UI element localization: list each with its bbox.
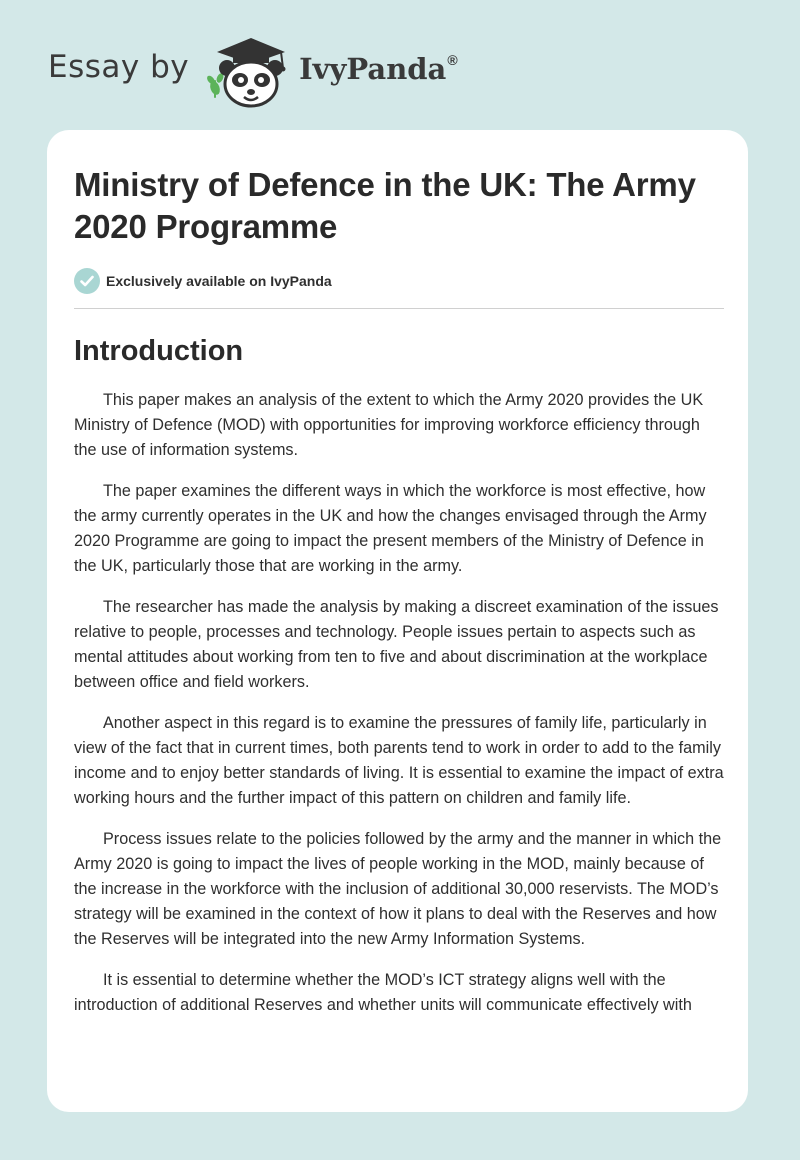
site-header: [48, 30, 458, 110]
section-heading: Introduction: [74, 335, 244, 367]
panda-graduate-logo-icon: [203, 30, 295, 110]
essay-card: [47, 130, 748, 1112]
registered-mark: ®: [447, 52, 458, 68]
essay-body: [74, 388, 724, 1018]
paragraph: It is essential to determine whether the MOD’s ICT strategy aligns well with the introduction of additional Reserves and whether units will communicate effectively with: [74, 971, 692, 1014]
exclusive-label: Exclusively available on IvyPanda: [106, 273, 332, 289]
paragraph: The researcher has made the analysis by making a discreet examination of the issues relative to people, processes and technology. People issues pertain to aspects such as mental attitudes about working from ten to five and about discrimination at the workplace between office and field workers.: [74, 598, 719, 691]
divider: [74, 308, 724, 309]
paragraph: Process issues relate to the policies followed by the army and the manner in which the Army 2020 is going to impact the lives of people working in the MOD, mainly because of the increase in the workforce with the inclusion of additional 30,000 reservists. The MOD’s strategy will be examined in the context of how it plans to deal with the Reserves and how the Reserves will be integrated into the new Army Information Systems.: [74, 830, 722, 948]
exclusive-badge: [74, 268, 724, 294]
paragraph: Another aspect in this regard is to examine the pressures of family life, particularly in view of the fact that in current times, both parents tend to work in order to add to the family income and to enjoy better standards of living. It is essential to examine the impact of extra working hours and the further impact of this pattern on children and family life.: [74, 714, 724, 807]
paragraph: The paper examines the different ways in which the workforce is most effective, how the army currently operates in the UK and how the changes envisaged through the Army 2020 Programme are going to impact the present members of the Ministry of Defence in the UK, particularly those that are working in the army.: [74, 482, 707, 575]
page-title: Ministry of Defence in the UK: The Army 2020 Programme: [74, 166, 696, 245]
check-circle-icon: [74, 268, 100, 294]
essay-by-label: Essay by: [48, 49, 190, 85]
paragraph: This paper makes an analysis of the extent to which the Army 2020 provides the UK Ministry of Defence (MOD) with opportunities for improving workforce efficiency through the use of information systems.: [74, 391, 704, 459]
brand-name[interactable]: IvyPanda®: [299, 52, 458, 86]
